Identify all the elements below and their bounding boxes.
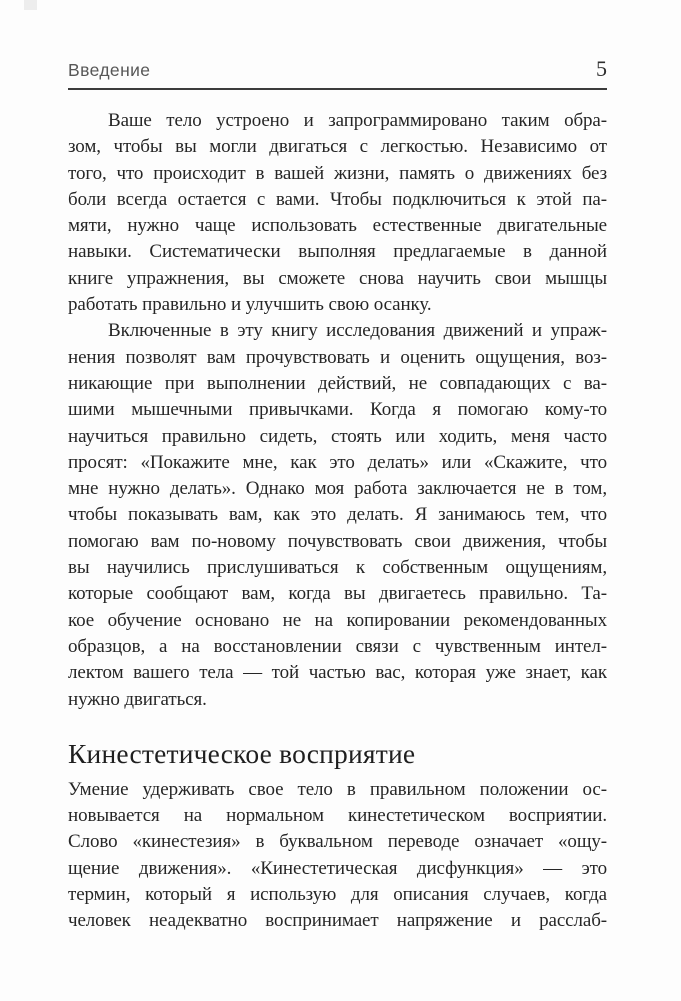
text-line: лектом вашего тела — той частью вас, которая уже знает, как [68,662,607,684]
text-line: просят: «Покажите мне, как это делать» или «Скажите, что [68,451,607,473]
text-line: термин, который я использую для описания случаев, когда [68,884,607,906]
paragraph [68,318,607,712]
text-line: Включенные в эту книгу исследования движений и упраж- [108,320,607,342]
text-line: чтобы показывать вам, как это делать. Я занимаюсь тем, что [68,504,607,526]
chapter-section-label: Введение [68,60,151,80]
text-line: шими мышечными привычками. Когда я помогаю кому-то [68,399,607,421]
text-line: кое обучение основано не на копировании рекомендованных [68,609,607,631]
text-line: мяти, нужно чаще использовать естественные двигательные [68,215,607,237]
text-line: человек неадекватно воспринимает напряжение и расслаб- [68,910,607,932]
text-line: Ваше тело устроено и запрограммировано таким обра- [108,110,607,131]
paragraph [68,108,607,318]
text-line: навыки. Систематически выполняя предлагаемые в данной [68,241,607,263]
text-line: мне нужно делать». Однако моя работа заключается не в том, [68,478,607,500]
page-number: 5 [596,56,607,81]
text-line: работать правильно и улучшить свою осанку. [68,294,432,316]
text-line: нужно двигаться. [68,688,207,710]
running-header [68,56,607,90]
text-line: никающие при выполнении действий, не совпадающих с ва- [68,372,607,394]
text-line: вы научились прислушиваться к собственным ощущениям, [68,557,607,579]
text-line: зом, чтобы вы могли двигаться с легкостью. Независимо от [68,136,607,158]
paragraph [68,777,607,935]
text-line: Слово «кинестезия» в буквальном переводе означает «ощу- [68,831,607,853]
text-line: которые сообщают вам, когда вы двигаетесь правильно. Та- [68,583,607,605]
text-line: Умение удерживать свое тело в правильном положении ос- [68,778,607,800]
section-heading: Кинестетическое восприятие [68,737,416,769]
scan-artifact-mark [24,0,37,10]
text-line: новывается на нормальном кинестетическом восприятии. [68,805,607,827]
text-line: книге упражнения, вы сможете снова научить свои мышцы [68,267,607,289]
text-line: того, что происходит в вашей жизни, память о движениях без [68,162,607,184]
text-line: помогаю вам по-новому почувствовать свои движения, чтобы [68,530,607,552]
text-line: научиться правильно сидеть, стоять или ходить, меня часто [68,425,607,447]
text-line: образцов, а на восстановлении связи с чувственным интел- [68,635,607,657]
text-line: щение движения». «Кинестетическая дисфункция» — это [68,857,607,879]
text-line: нения позволят вам прочувствовать и оценить ощущения, воз- [68,346,607,368]
text-line: боли всегда остается с вами. Чтобы подключиться к этой па- [68,188,607,210]
body-text [68,108,607,935]
